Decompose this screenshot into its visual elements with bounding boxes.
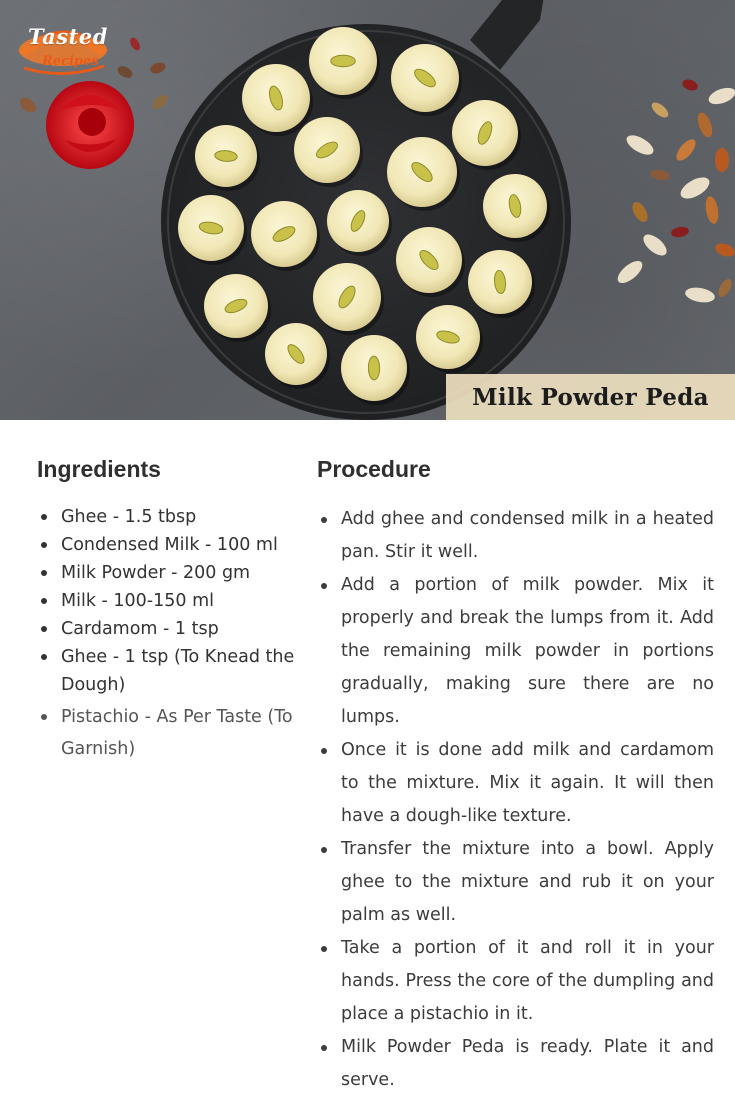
dry-fruit: [624, 131, 657, 158]
recipe-title: Milk Powder Peda: [472, 383, 709, 411]
recipe-title-banner: [446, 374, 735, 420]
rose-decoration: [46, 81, 134, 169]
ingredient-item: Pistachio - As Per Taste (To Garnish): [37, 701, 302, 765]
ingredient-item: Condensed Milk - 100 ml: [37, 531, 302, 559]
ingredient-item: Milk Powder - 200 gm: [37, 559, 302, 587]
hero-image: [0, 0, 735, 420]
procedure-step: Take a portion of it and roll it in your hands. Press the core of the dumpling and place a pistachio in it.: [317, 932, 714, 1031]
dry-fruit: [684, 286, 716, 305]
procedure-step: Add ghee and condensed milk in a heated pan. Stir it well.: [317, 503, 714, 569]
dry-fruit: [670, 226, 689, 239]
dry-fruit: [649, 168, 670, 181]
procedure-list: [317, 503, 714, 1097]
dry-fruit: [681, 78, 699, 93]
dry-fruit: [673, 136, 699, 164]
procedure-step: Once it is done add milk and cardamom to the mixture. Mix it again. It will then have a dough-like texture.: [317, 734, 714, 833]
logo-text-secondary: Recipes: [42, 54, 99, 69]
logo-text-primary: Tasted: [28, 24, 108, 49]
brand-logo[interactable]: [8, 10, 120, 82]
ingredients-section: [37, 456, 302, 765]
ingredients-heading: Ingredients: [37, 456, 161, 482]
dry-fruit: [706, 85, 735, 108]
procedure-heading: Procedure: [317, 456, 431, 482]
dry-fruit: [695, 111, 715, 140]
dry-fruit: [629, 199, 650, 224]
nuts-right: [614, 78, 735, 305]
ingredients-list: [37, 503, 302, 765]
procedure-step: Add a portion of milk powder. Mix it properly and break the lumps from it. Add the remaining milk powder in portions gradually, making sure there are no lumps.: [317, 569, 714, 734]
dry-fruit: [716, 277, 735, 299]
procedure-step: Milk Powder Peda is ready. Plate it and serve.: [317, 1031, 714, 1097]
dry-fruit: [714, 241, 735, 259]
ingredient-item: Ghee - 1.5 tbsp: [37, 503, 302, 531]
dry-fruit: [649, 100, 671, 121]
dry-fruit: [715, 148, 729, 172]
dry-fruit: [614, 257, 646, 287]
ingredient-item: Ghee - 1 tsp (To Knead the Dough): [37, 643, 302, 699]
dry-fruit: [704, 195, 721, 225]
ingredient-item: Milk - 100-150 ml: [37, 587, 302, 615]
dry-fruit: [640, 231, 670, 260]
procedure-step: Transfer the mixture into a bowl. Apply ghee to the mixture and rub it on your palm as well.: [317, 833, 714, 932]
procedure-section: [317, 456, 714, 1097]
ingredient-item: Cardamom - 1 tsp: [37, 615, 302, 643]
